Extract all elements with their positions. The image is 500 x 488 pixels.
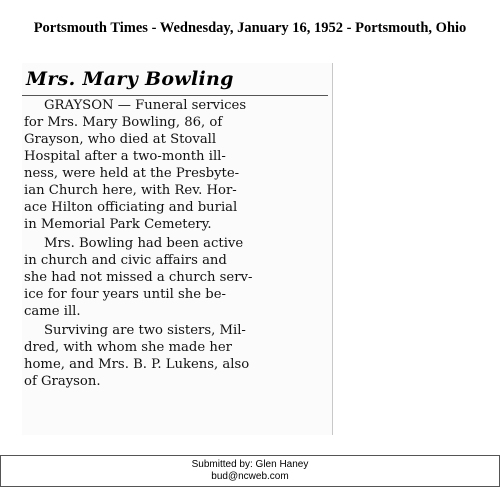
obituary-line: she had not missed a church serv- xyxy=(24,270,253,285)
title-divider xyxy=(22,95,328,96)
obituary-line: ian Church here, with Rev. Hor- xyxy=(24,183,237,198)
newspaper-header: Portsmouth Times - Wednesday, January 16, 1952 - Portsmouth, Ohio xyxy=(33,20,467,36)
obituary-line: in church and civic affairs and xyxy=(24,253,227,268)
obituary-line: ness, were held at the Presbyte- xyxy=(24,166,240,181)
obituary-line: ice for four years until she be- xyxy=(24,287,226,302)
obituary-line: home, and Mrs. B. P. Lukens, also xyxy=(24,357,250,372)
obituary-line: in Memorial Park Cemetery. xyxy=(24,217,212,232)
obituary-line: of Grayson. xyxy=(24,374,101,389)
obituary-line: Hospital after a two-month ill- xyxy=(24,149,226,164)
obituary-line: Mrs. Bowling had been active xyxy=(44,236,244,251)
obituary-line: came ill. xyxy=(24,304,81,319)
obituary-line: GRAYSON — Funeral services xyxy=(44,98,247,113)
obituary-line: Grayson, who died at Stovall xyxy=(24,132,217,147)
submitted-by-text: Submitted by: Glen Haney xyxy=(191,459,309,470)
obituary-clipping xyxy=(22,63,333,435)
obituary-line: for Mrs. Mary Bowling, 86, of xyxy=(24,115,223,130)
obituary-line: Surviving are two sisters, Mil- xyxy=(44,323,246,338)
submission-footer xyxy=(0,455,500,487)
submitter-email: bud@ncweb.com xyxy=(211,471,289,482)
obituary-line: dred, with whom she made her xyxy=(24,340,232,355)
obituary-line: ace Hilton officiating and burial xyxy=(24,200,238,215)
obituary-title: Mrs. Mary Bowling xyxy=(26,68,234,90)
